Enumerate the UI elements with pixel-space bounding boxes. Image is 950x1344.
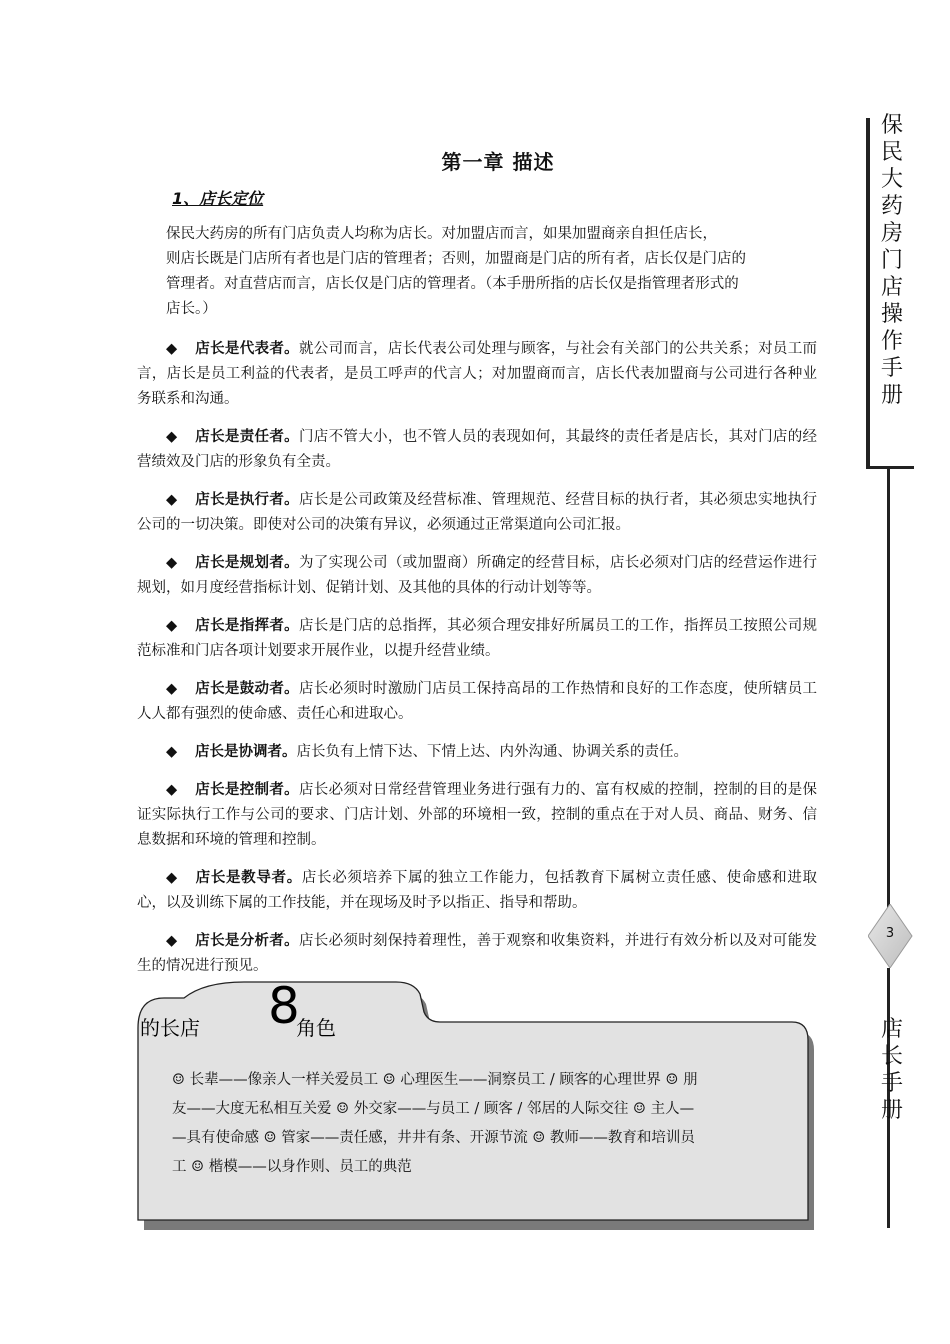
diamond-bullet-icon: ◆ <box>166 870 178 886</box>
callout-line: ☺ 长辈——像亲人一样关爱员工 ☺ 心理医生——洞察员工 / 顾客的心理世界 ☺ 朋 <box>172 1072 698 1088</box>
vertical-char: 手 <box>880 356 903 381</box>
intro-paragraph <box>137 222 817 322</box>
intro-line: 则店长既是门店所有者也是门店的管理者；否则，加盟商是门店的所有者，店长仅是门店的 <box>166 251 746 267</box>
section-title-vertical <box>878 1016 906 1124</box>
vertical-char: 药 <box>880 194 903 219</box>
role-description: 店长是公司政策及经营标准、管理规范、经营目标的执行者，其必须忠实地执行公司的一切决策。即使对公司的决策有异议，必须通过正常渠道向公司汇报。 <box>137 492 818 533</box>
callout-line: 工 ☺ 楷模——以身作则、员工的典范 <box>172 1159 412 1175</box>
role-lead: 店长是代表者。 <box>195 340 299 357</box>
callout-title-prefix: 的长店 <box>140 1016 200 1040</box>
role-lead: 店长是分析者。 <box>195 932 299 949</box>
diamond-bullet-icon: ◆ <box>166 782 178 798</box>
role-description: 为了实现公司（或加盟商）所确定的经营目标，店长必须对门店的经营运作进行规划，如月度经营指标计划、促销计划、及其他的具体的行动计划等等。 <box>137 555 818 596</box>
role-lead: 店长是鼓动者。 <box>195 680 299 697</box>
vertical-char: 门 <box>880 248 903 273</box>
diamond-bullet-icon: ◆ <box>166 618 178 634</box>
vertical-char: 操 <box>880 302 903 327</box>
diamond-bullet-icon: ◆ <box>166 341 178 357</box>
vertical-char: 店 <box>880 275 903 300</box>
role-description: 店长必须时时激励门店员工保持高昂的工作热情和良好的工作态度，使所辖员工人人都有强烈的使命感、责任心和进取心。 <box>137 681 818 722</box>
callout-title-suffix: 角色 <box>296 1016 336 1040</box>
vertical-char: 房 <box>880 221 903 246</box>
vertical-char: 长 <box>880 1044 903 1069</box>
diamond-bullet-icon: ◆ <box>166 933 178 949</box>
role-item <box>137 336 817 412</box>
vertical-char: 大 <box>880 167 903 192</box>
sidebar-rule-middle <box>887 468 890 908</box>
role-lead: 店长是协调者。 <box>195 743 297 760</box>
role-description: 就公司而言，店长代表公司处理与顾客，与社会有关部门的公共关系；对员工而言，店长是员工利益的代表者，是员工呼声的代言人；对加盟商而言，店长代表加盟商与公司进行各种业务联系和沟通。 <box>137 341 818 407</box>
role-description: 店长必须对日常经营管理业务进行强有力的、富有权威的控制，控制的目的是保证实际执行工作与公司的要求、门店计划、外部的环境相一致，控制的重点在于对人员、商品、财务、信息数据和环境的管理和控制。 <box>137 782 818 848</box>
callout-text <box>172 1066 782 1182</box>
role-lead: 店长是控制者。 <box>195 781 299 798</box>
role-item <box>137 865 817 916</box>
vertical-char: 保 <box>880 113 903 138</box>
diamond-bullet-icon: ◆ <box>166 744 178 760</box>
manual-title-vertical <box>878 112 906 409</box>
chapter-title: 第一章 描述 <box>441 150 555 174</box>
vertical-char: 店 <box>880 1017 903 1042</box>
section-heading: 1、店长定位 <box>172 189 264 208</box>
vertical-char: 册 <box>880 1098 903 1123</box>
role-item <box>137 739 817 765</box>
role-description: 店长必须时刻保持着理性，善于观察和收集资料，并进行有效分析以及对可能发生的情况进行预见。 <box>137 933 818 974</box>
role-lead: 店长是执行者。 <box>195 491 299 508</box>
role-lead: 店长是规划者。 <box>195 554 299 571</box>
diamond-bullet-icon: ◆ <box>166 555 178 571</box>
sidebar-divider <box>866 466 914 469</box>
role-description: 店长必须培养下属的独立工作能力，包括教育下属树立责任感、使命感和进取心，以及训练下属的工作技能，并在现场及时予以指正、指导和帮助。 <box>137 870 818 911</box>
callout-line: 友——大度无私相互关爱 ☺ 外交家——与员工 / 顾客 / 邻居的人际交往 ☺ 主人— <box>172 1101 695 1117</box>
role-description: 门店不管大小，也不管人员的表现如何，其最终的责任者是店长，其对门店的经营绩效及门店的形象负有全责。 <box>137 429 818 470</box>
role-list <box>137 336 817 979</box>
diamond-bullet-icon: ◆ <box>166 429 178 445</box>
intro-line: 保民大药房的所有门店负责人均称为店长。对加盟店而言，如果加盟商亲自担任店长， <box>166 226 717 242</box>
role-lead: 店长是责任者。 <box>195 428 299 445</box>
diamond-bullet-icon: ◆ <box>166 492 178 508</box>
role-lead: 店长是教导者。 <box>195 869 302 886</box>
callout-line: —具有使命感 ☺ 管家——责任感，井井有条、开源节流 ☺ 教师——教育和培训员 <box>172 1130 695 1146</box>
role-item <box>137 550 817 601</box>
vertical-char: 册 <box>880 383 903 408</box>
callout-number: 8 <box>268 977 300 1035</box>
diamond-bullet-icon: ◆ <box>166 681 178 697</box>
role-item <box>137 676 817 727</box>
vertical-char: 手 <box>880 1071 903 1096</box>
role-item <box>137 424 817 475</box>
intro-line: 店长。） <box>166 301 217 317</box>
vertical-char: 民 <box>880 140 903 165</box>
role-description: 店长负有上情下达、下情上达、内外沟通、协调关系的责任。 <box>296 744 688 760</box>
role-item <box>137 613 817 664</box>
role-lead: 店长是指挥者。 <box>195 617 299 634</box>
intro-line: 管理者。对直营店而言，店长仅是门店的管理者。（本手册所指的店长仅是指管理者形式的 <box>166 276 739 292</box>
page-number: 3 <box>885 926 895 941</box>
body-text <box>137 222 817 991</box>
role-description: 店长是门店的总指挥，其必须合理安排好所属员工的工作，指挥员工按照公司规范标准和门店各项计划要求开展作业，以提升经营业绩。 <box>137 618 818 659</box>
role-item <box>137 928 817 979</box>
role-item <box>137 777 817 853</box>
sidebar-rule-top <box>866 118 870 468</box>
role-item <box>137 487 817 538</box>
vertical-char: 作 <box>880 329 903 354</box>
